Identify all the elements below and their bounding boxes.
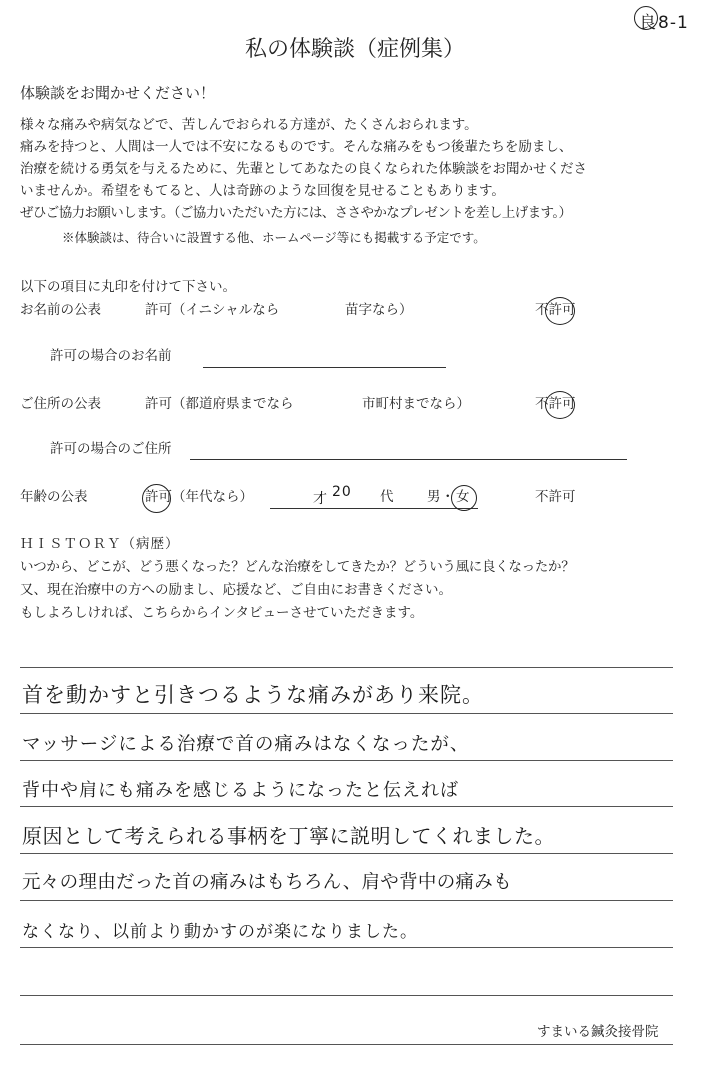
- handwritten-line-5: 元々の理由だった首の痛みはもちろん、肩や背中の痛みも: [22, 872, 512, 893]
- writing-line-7: [20, 947, 673, 948]
- history-heading: ＨＩＳＴＯＲＹ（病歴）: [20, 536, 180, 552]
- intro-line-1: 様々な痛みや病気などで、苦しんでおられる方達が、たくさんおられます。: [20, 117, 478, 133]
- intro-line-2: 痛みを持つと、人間は一人では不安になるものです。そんな痛みをもつ後輩たちを励まし、: [20, 139, 573, 155]
- gender-dot: ・: [441, 489, 455, 505]
- age-option-allow[interactable]: 許可（年代なら）: [145, 489, 253, 505]
- history-line-1: いつから、どこが、どう悪くなった？どんな治療をしてきたか？どういう風に良くなったか？: [20, 559, 575, 575]
- name-row-label: お名前の公表: [20, 302, 101, 318]
- age-row-label: 年齢の公表: [20, 489, 88, 505]
- age-field-line[interactable]: [270, 508, 478, 509]
- page-title: 私の体験談（症例集）: [244, 37, 465, 62]
- gender-female-circle: [451, 485, 477, 511]
- instruction-text: 以下の項目に丸印を付けて下さい。: [20, 279, 236, 295]
- handwritten-line-4: 原因として考えられる事柄を丁寧に説明してくれました。: [22, 824, 555, 848]
- address-field-line[interactable]: [190, 459, 627, 460]
- intro-line-5: ぜひご協力お願いします。（ご協力いただいた方には、ささやかなプレゼントを差し上げます。）: [20, 205, 572, 221]
- name-field-line[interactable]: [203, 367, 446, 368]
- address-field-label: 許可の場合のご住所: [50, 441, 172, 457]
- address-option-deny[interactable]: 不許可: [535, 396, 576, 412]
- age-hand-value: 20: [332, 484, 352, 500]
- age-allow-circle: [142, 484, 171, 513]
- gender-male[interactable]: 男: [427, 489, 441, 505]
- history-line-2: 又、現在治療中の方への励まし、応援など、ご自由にお書きください。: [20, 582, 452, 598]
- name-option-deny[interactable]: 不許可: [535, 302, 576, 318]
- corner-mark: 良8-1: [638, 8, 689, 33]
- address-option-allow[interactable]: 許可（都道府県までなら: [145, 396, 294, 412]
- writing-line-6: [20, 900, 673, 901]
- name-deny-circle: [545, 297, 575, 325]
- clinic-name: すまいる鍼灸接骨院: [537, 1024, 659, 1040]
- corner-circle: [634, 6, 658, 30]
- history-line-3: もしよろしければ、こちらからインタビューさせていただきます。: [20, 605, 424, 621]
- writing-line-9: [20, 1044, 673, 1045]
- name-option-allow[interactable]: 許可（イニシャルなら: [145, 302, 280, 318]
- handwritten-line-2: マッサージによる治療で首の痛みはなくなったが、: [22, 734, 470, 755]
- handwritten-line-6: なくなり、以前より動かすのが楽になりました。: [22, 922, 418, 942]
- handwritten-line-3: 背中や肩にも痛みを感じるようになったと伝えれば: [22, 780, 459, 801]
- address-option-city[interactable]: 市町村までなら）: [362, 396, 470, 412]
- age-hand-prefix: 才: [313, 491, 328, 507]
- publication-note: ※体験談は、待合いに設置する他、ホームページ等にも掲載する予定です。: [62, 230, 486, 245]
- name-option-surname[interactable]: 苗字なら）: [345, 302, 413, 318]
- writing-line-1: [20, 667, 673, 668]
- writing-line-2: [20, 713, 673, 714]
- intro-line-3: 治療を続ける勇気を与えるために、先輩としてあなたの良くなられた体験談をお聞かせくださ: [20, 161, 587, 177]
- handwritten-line-1: 首を動かすと引きつるような痛みがあり来院。: [22, 683, 484, 707]
- request-heading: 体験談をお聞かせください！: [20, 84, 216, 102]
- gender-female[interactable]: 女: [456, 489, 470, 505]
- intro-line-4: いませんか。希望をもてると、人は奇跡のような回復を見せることもあります。: [20, 183, 505, 199]
- writing-line-3: [20, 760, 673, 761]
- writing-line-5: [20, 853, 673, 854]
- address-deny-circle: [545, 391, 575, 419]
- writing-line-8: [20, 995, 673, 996]
- name-field-label: 許可の場合のお名前: [50, 348, 172, 364]
- writing-line-4: [20, 806, 673, 807]
- age-option-deny[interactable]: 不許可: [535, 489, 576, 505]
- age-suffix-dai: 代: [380, 489, 394, 505]
- address-row-label: ご住所の公表: [20, 396, 101, 412]
